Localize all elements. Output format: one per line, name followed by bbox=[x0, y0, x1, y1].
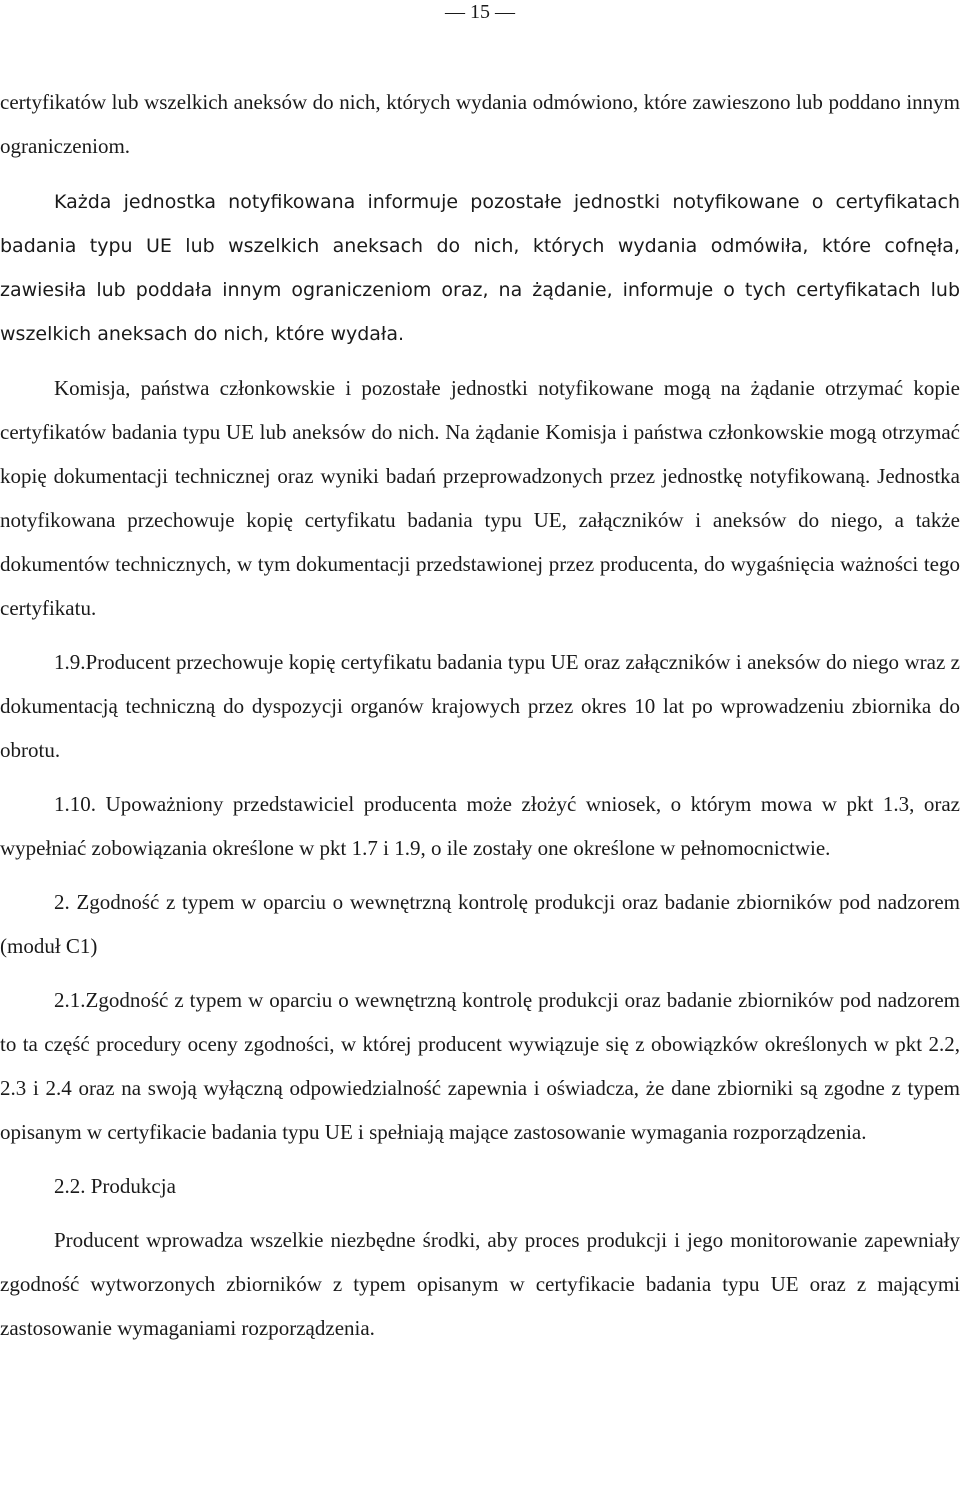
document-body bbox=[0, 80, 960, 1350]
section-heading-2: 2. Zgodność z typem w oparciu o wewnętrzną kontrolę produkcji oraz badanie zbiorników pod nadzorem (moduł C1) bbox=[0, 890, 960, 958]
section-heading-2-2: 2.2. Produkcja bbox=[54, 1174, 176, 1198]
paragraph-1-9: 1.9.Producent przechowuje kopię certyfikatu badania typu UE oraz załączników i aneksów do niego wraz z dokumentacją techniczną do dyspozycji organów krajowych przez okres 10 lat po wprowadzeniu zbiornika do obrotu. bbox=[0, 650, 960, 762]
paragraph-commission: Komisja, państwa członkowskie i pozostałe jednostki notyfikowane mogą na żądanie otrzymać kopie certyfikatów badania typu UE lub aneksów do nich. Na żądanie Komisja i państwa członkowskie mogą otrzymać kopię dokumentacji technicznej oraz wyniki badań przeprowadzonych przez jednostkę notyfikowaną. Jednostka notyfikowana przechowuje kopię certyfikatu badania typu UE, załączników i aneksów do niego, a także dokumentów technicznych, w tym dokumentacji przedstawionej przez producenta, do wygaśnięcia ważności tego certyfikatu. bbox=[0, 376, 960, 620]
paragraph-2-1: 2.1.Zgodność z typem w oparciu o wewnętrzną kontrolę produkcji oraz badanie zbiorników pod nadzorem to ta część procedury oceny zgodności, w której producent wywiązuje się z obowiązków określonych w pkt 2.2, 2.3 i 2.4 oraz na swoją wyłączną odpowiedzialność zapewnia i oświadcza, że dane zbiorniki są zgodne z typem opisanym w certyfikacie badania typu UE i spełniają mające zastosowanie wymagania rozporządzenia. bbox=[0, 988, 960, 1144]
paragraph-notified-bodies: Każda jednostka notyfikowana informuje pozostałe jednostki notyfikowane o certyfikatach badania typu UE lub wszelkich aneksach do nich, których wydania odmówiła, które cofnęła, zawiesiła lub poddała innym ograniczeniom oraz, na żądanie, informuje o tych certyfikatach lub wszelkich aneksach do nich, które wydała. bbox=[0, 191, 960, 345]
page-number: — 15 — bbox=[445, 1, 515, 23]
paragraph-production: Producent wprowadza wszelkie niezbędne środki, aby proces produkcji i jego monitorowanie zapewniały zgodność wytworzonych zbiorników z typem opisanym w certyfikacie badania typu UE oraz z mającymi zastosowanie wymaganiami rozporządzenia. bbox=[0, 1228, 960, 1340]
paragraph-continuation: certyfikatów lub wszelkich aneksów do nich, których wydania odmówiono, które zawieszono lub poddano innym ograniczeniom. bbox=[0, 90, 960, 158]
paragraph-1-10: 1.10. Upoważniony przedstawiciel producenta może złożyć wniosek, o którym mowa w pkt 1.3, oraz wypełniać zobowiązania określone w pkt 1.7 i 1.9, o ile zostały one określone w pełnomocnictwie. bbox=[0, 792, 960, 860]
